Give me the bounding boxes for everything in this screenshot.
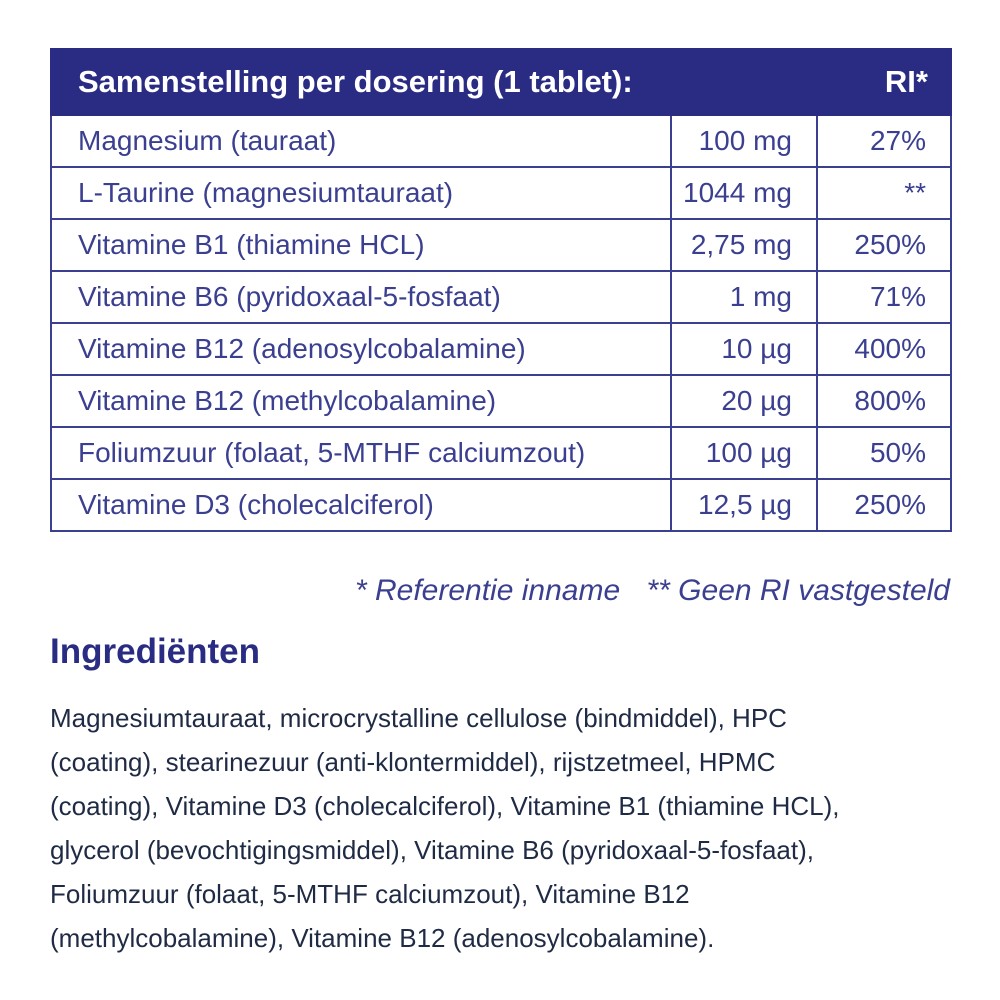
table-header-row <box>51 49 951 115</box>
footnote-no-ri: ** Geen RI vastgesteld <box>646 574 950 607</box>
table-row <box>51 115 951 167</box>
nutrient-name: Vitamine B12 (adenosylcobalamine) <box>51 323 671 375</box>
ingredients-heading: Ingrediënten <box>50 632 261 671</box>
nutrient-ri: 800% <box>817 375 951 427</box>
nutrient-name: Vitamine B12 (methylcobalamine) <box>51 375 671 427</box>
table-header-ri: RI* <box>817 49 951 115</box>
nutrient-ri: 27% <box>817 115 951 167</box>
nutrient-amount: 2,75 mg <box>671 219 817 271</box>
table-row <box>51 375 951 427</box>
nutrient-ri: 71% <box>817 271 951 323</box>
nutrient-amount: 100 µg <box>671 427 817 479</box>
nutrient-ri: ** <box>817 167 951 219</box>
nutrient-amount: 10 µg <box>671 323 817 375</box>
nutrient-name: Magnesium (tauraat) <box>51 115 671 167</box>
nutrient-name: Vitamine D3 (cholecalciferol) <box>51 479 671 531</box>
nutrient-amount: 1 mg <box>671 271 817 323</box>
footnote <box>355 574 950 608</box>
ingredients-text: Magnesiumtauraat, microcrystalline cellulose (bindmiddel), HPC (coating), stearinezuur (anti-klontermiddel), rijstzetmeel, HPMC (coating), Vitamine D3 (cholecalciferol), Vitamine B1 (thiamine HCL), glycerol (bevochtigingsmiddel), Vitamine B6 (pyridoxaal-5-fosfaat), Foliumzuur (folaat, 5-MTHF calciumzout), Vitamine B12 (methylcobalamine), Vitamine B12 (adenosylcobalamine). <box>50 703 840 953</box>
nutrient-name: Vitamine B6 (pyridoxaal-5-fosfaat) <box>51 271 671 323</box>
table-row <box>51 323 951 375</box>
table-row <box>51 479 951 531</box>
table-row <box>51 427 951 479</box>
footnote-ri: * Referentie inname <box>354 574 621 607</box>
nutrient-amount: 12,5 µg <box>671 479 817 531</box>
nutrient-amount: 1044 mg <box>671 167 817 219</box>
nutrient-ri: 250% <box>817 479 951 531</box>
nutrient-name: Foliumzuur (folaat, 5-MTHF calciumzout) <box>51 427 671 479</box>
table-header-title: Samenstelling per dosering (1 tablet): <box>51 49 817 115</box>
composition-table <box>50 48 952 532</box>
table-row <box>51 167 951 219</box>
nutrient-amount: 20 µg <box>671 375 817 427</box>
nutrient-ri: 250% <box>817 219 951 271</box>
table-row <box>51 219 951 271</box>
nutrient-ri: 50% <box>817 427 951 479</box>
table-row <box>51 271 951 323</box>
nutrient-ri: 400% <box>817 323 951 375</box>
nutrient-name: L-Taurine (magnesiumtauraat) <box>51 167 671 219</box>
nutrient-name: Vitamine B1 (thiamine HCL) <box>51 219 671 271</box>
nutrient-amount: 100 mg <box>671 115 817 167</box>
